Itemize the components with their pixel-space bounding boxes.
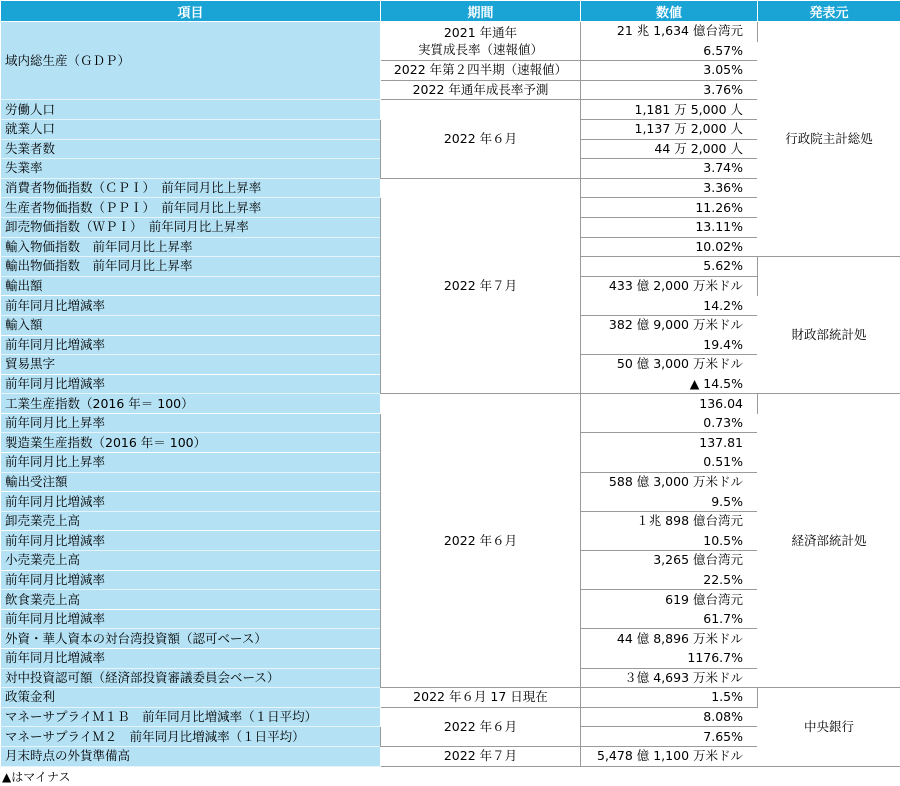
row-period: 2022 年第２四半期（速報値） [381,61,581,81]
row-value: 3,265 億台湾元 [581,551,758,571]
row-value: 14.2% [581,296,758,316]
row-item: 前年同月比上昇率 [1,413,381,433]
row-value: 44 億 8,896 万米ドル [581,629,758,649]
row-item: 前年同月比増減率 [1,649,381,669]
header-row [1,1,900,22]
row-item: マネーサプライＭ１Ｂ 前年同月比増減率（１日平均） [1,707,381,727]
row-item: 前年同月比上昇率 [1,453,381,473]
row-item: 月末時点の外貨準備高 [1,746,381,766]
row-value: 137.81 [581,433,758,453]
row-period: 2021 年通年 実質成長率（速報値） [381,22,581,61]
row-value: 22.5% [581,570,758,590]
row-item: 労働人口 [1,100,381,120]
row-value: 21 兆 1,634 億台湾元 [581,22,758,42]
row-value: 10.02% [581,237,758,257]
row-item: 前年同月比増減率 [1,296,381,316]
row-item: 輸出額 [1,276,381,296]
publisher-mof: 財政部統計処 [758,276,900,394]
row-item: 卸売物価指数（ＷＰＩ） 前年同月比上昇率 [1,217,381,237]
row-item: 失業者数 [1,139,381,159]
row-item: 前年同月比増減率 [1,335,381,355]
row-item: 飲食業売上高 [1,590,381,610]
publisher-moea: 経済部統計処 [758,394,900,688]
row-value: 11.26% [581,198,758,218]
row-value: 8.08% [581,707,758,727]
row-value: 3.74% [581,159,758,179]
row-item: マネーサプライＭ２ 前年同月比増減率（１日平均） [1,727,381,747]
row-value: １兆 898 億台湾元 [581,511,758,531]
header-period: 期間 [381,1,581,22]
row-period: 2022 年６月 [381,394,581,688]
row-value: ▲ 14.5% [581,374,758,394]
row-period: 2022 年通年成長率予測 [381,80,581,100]
row-item: 消費者物価指数（ＣＰＩ） 前年同月比上昇率 [1,178,381,198]
row-item: 卸売業売上高 [1,511,381,531]
row-period: 2022 年６月 [381,100,581,178]
row-value: 0.51% [581,453,758,473]
row-value: 382 億 9,000 万米ドル [581,315,758,335]
row-value: 619 億台湾元 [581,590,758,610]
row-item: 製造業生産指数（2016 年＝ 100） [1,433,381,453]
header-publisher: 発表元 [758,1,900,22]
row-item: 生産者物価指数（ＰＰＩ） 前年同月比上昇率 [1,198,381,218]
row-value: 9.5% [581,492,758,512]
row-value: 3.36% [581,178,758,198]
row-value: 7.65% [581,727,758,747]
row-item: 政策金利 [1,688,381,708]
footnote: ▲はマイナス [2,769,71,784]
row-item: 対中投資認可額（経済部投資審議委員会ベース） [1,668,381,688]
row-value: 136.04 [581,394,758,414]
row-item: 輸出物価指数 前年同月比上昇率 [1,257,381,277]
row-item: 失業率 [1,159,381,179]
row-period: 2022 年６月 [381,707,581,746]
row-item: 小売業売上高 [1,551,381,571]
row-value: 44 万 2,000 人 [581,139,758,159]
row-item: 前年同月比増減率 [1,609,381,629]
row-value: 19.4% [581,335,758,355]
row-value: 10.5% [581,531,758,551]
table-row [1,22,900,42]
row-item: 外資・華人資本の対台湾投資額（認可ベース） [1,629,381,649]
row-value: 5.62% [581,257,758,277]
row-value: 1,181 万 5,000 人 [581,100,758,120]
row-value: 5,478 億 1,100 万米ドル [581,746,758,766]
header-item: 項目 [1,1,381,22]
row-period: 2022 年６月 17 日現在 [381,688,581,708]
row-value: 6.57% [581,41,758,61]
publisher-dgbas: 行政院主計総処 [758,22,900,257]
row-value: 433 億 2,000 万米ドル [581,276,758,296]
row-value: 0.73% [581,413,758,433]
row-item: 輸入額 [1,315,381,335]
row-value: 50 億 3,000 万米ドル [581,355,758,375]
row-item: 前年同月比増減率 [1,492,381,512]
row-item: 就業人口 [1,119,381,139]
row-value: 588 億 3,000 万米ドル [581,472,758,492]
row-value: 3.76% [581,80,758,100]
row-item: 前年同月比増減率 [1,570,381,590]
row-item: 貿易黒字 [1,355,381,375]
table-row [1,394,900,414]
row-item: 工業生産指数（2016 年＝ 100） [1,394,381,414]
row-value: ３億 4,693 万米ドル [581,668,758,688]
row-value: 61.7% [581,609,758,629]
row-item: 域内総生産（ＧＤＰ） [1,22,381,100]
row-period: 2022 年７月 [381,746,581,766]
row-item: 前年同月比増減率 [1,531,381,551]
row-value: 3.05% [581,61,758,81]
row-value: 13.11% [581,217,758,237]
row-value: 1176.7% [581,649,758,669]
row-value: 1,137 万 2,000 人 [581,119,758,139]
row-item: 輸出受注額 [1,472,381,492]
row-item: 輸入物価指数 前年同月比上昇率 [1,237,381,257]
header-value: 数値 [581,1,758,22]
row-value: 1.5% [581,688,758,708]
row-item: 前年同月比増減率 [1,374,381,394]
row-period: 2022 年７月 [381,178,581,394]
publisher-cbc: 中央銀行 [758,688,900,766]
table-row [1,688,900,708]
